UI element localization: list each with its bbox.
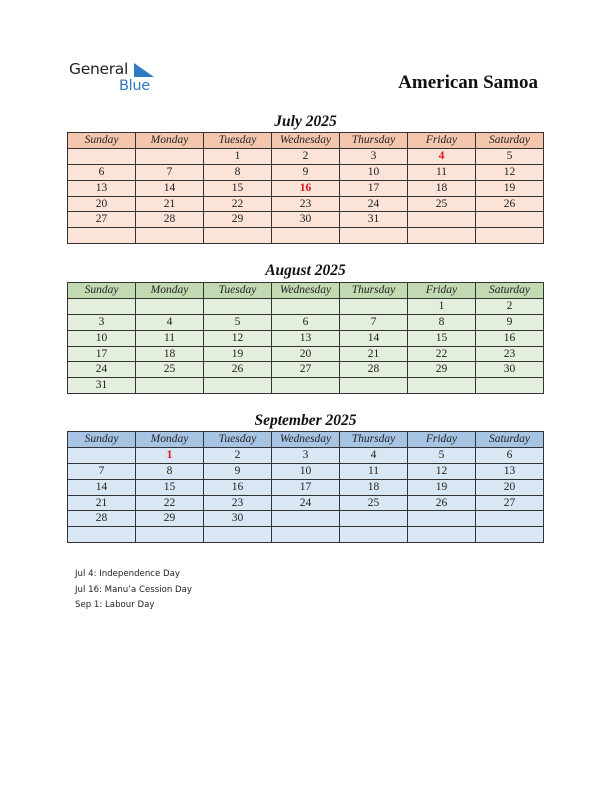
weekday-label: Sunday — [68, 432, 136, 448]
week-row — [68, 362, 544, 378]
weekday-label: Wednesday — [272, 432, 340, 448]
day-cell: 14 — [68, 479, 136, 495]
weekday-label: Friday — [408, 283, 476, 299]
day-cell — [340, 511, 408, 527]
day-cell: 7 — [136, 164, 204, 180]
weekday-label: Monday — [136, 283, 204, 299]
day-cell: 1 — [408, 298, 476, 314]
day-cell — [476, 511, 544, 527]
day-cell — [136, 298, 204, 314]
day-cell: 28 — [136, 212, 204, 228]
day-cell — [68, 447, 136, 463]
day-cell: 11 — [136, 330, 204, 346]
day-cell: 12 — [408, 463, 476, 479]
day-cell: 1 — [136, 447, 204, 463]
day-cell: 5 — [476, 148, 544, 164]
brand-line1: General — [69, 60, 128, 78]
country-title: American Samoa — [398, 72, 538, 93]
day-cell — [408, 228, 476, 244]
day-cell: 13 — [68, 180, 136, 196]
day-cell — [272, 527, 340, 543]
day-cell: 21 — [136, 196, 204, 212]
week-row — [68, 330, 544, 346]
day-cell: 15 — [408, 330, 476, 346]
week-row — [68, 346, 544, 362]
day-cell: 22 — [136, 495, 204, 511]
day-cell: 24 — [272, 495, 340, 511]
day-cell: 29 — [136, 511, 204, 527]
day-cell — [272, 511, 340, 527]
day-cell — [476, 527, 544, 543]
day-cell: 8 — [204, 164, 272, 180]
day-cell: 18 — [340, 479, 408, 495]
day-cell — [408, 378, 476, 394]
day-cell — [68, 527, 136, 543]
week-row — [68, 196, 544, 212]
calendar-jul — [67, 132, 544, 244]
day-cell: 28 — [68, 511, 136, 527]
day-cell: 9 — [204, 463, 272, 479]
day-cell: 6 — [476, 447, 544, 463]
weekday-label: Thursday — [340, 432, 408, 448]
day-cell: 31 — [68, 378, 136, 394]
day-cell: 25 — [136, 362, 204, 378]
day-cell — [340, 378, 408, 394]
week-row — [68, 378, 544, 394]
day-cell — [272, 378, 340, 394]
weekday-label: Tuesday — [204, 133, 272, 149]
day-cell — [340, 527, 408, 543]
day-cell: 13 — [476, 463, 544, 479]
day-cell: 20 — [272, 346, 340, 362]
day-cell: 26 — [476, 196, 544, 212]
day-cell — [408, 212, 476, 228]
holiday-note: Sep 1: Labour Day — [75, 600, 155, 611]
week-row — [68, 511, 544, 527]
day-cell — [476, 212, 544, 228]
holiday-note: Jul 4: Independence Day — [75, 569, 181, 579]
day-cell — [340, 228, 408, 244]
week-row — [68, 298, 544, 314]
day-cell: 30 — [272, 212, 340, 228]
day-cell — [136, 527, 204, 543]
day-cell: 19 — [476, 180, 544, 196]
logo-triangle-icon — [134, 63, 154, 77]
day-cell — [476, 378, 544, 394]
day-cell: 26 — [204, 362, 272, 378]
week-row — [68, 228, 544, 244]
weekday-label: Friday — [408, 133, 476, 149]
weekday-label: Thursday — [340, 133, 408, 149]
holiday-notes — [75, 567, 192, 614]
holiday-note: Jul 16: Manu’a Cession Day — [75, 584, 193, 595]
day-cell — [204, 378, 272, 394]
week-row — [68, 314, 544, 330]
week-row — [68, 148, 544, 164]
weekday-label: Monday — [136, 432, 204, 448]
day-cell — [272, 228, 340, 244]
day-cell: 15 — [204, 180, 272, 196]
week-row — [68, 479, 544, 495]
day-cell: 27 — [272, 362, 340, 378]
day-cell: 14 — [340, 330, 408, 346]
weekday-label: Friday — [408, 432, 476, 448]
day-cell: 24 — [340, 196, 408, 212]
day-cell: 9 — [476, 314, 544, 330]
day-cell: 21 — [68, 495, 136, 511]
week-row — [68, 164, 544, 180]
day-cell: 19 — [204, 346, 272, 362]
day-cell: 8 — [136, 463, 204, 479]
day-cell: 24 — [68, 362, 136, 378]
day-cell: 27 — [476, 495, 544, 511]
day-cell: 17 — [272, 479, 340, 495]
day-cell: 20 — [68, 196, 136, 212]
day-cell — [68, 148, 136, 164]
day-cell: 2 — [272, 148, 340, 164]
day-cell: 7 — [68, 463, 136, 479]
day-cell: 23 — [204, 495, 272, 511]
calendar-sep — [67, 431, 544, 543]
calendar-aug — [67, 282, 544, 394]
day-cell: 18 — [408, 180, 476, 196]
weekday-label: Sunday — [68, 283, 136, 299]
day-cell: 3 — [272, 447, 340, 463]
brand-logo — [69, 60, 159, 96]
day-cell: 23 — [476, 346, 544, 362]
day-cell: 11 — [340, 463, 408, 479]
day-cell: 15 — [136, 479, 204, 495]
day-cell — [136, 148, 204, 164]
day-cell: 17 — [68, 346, 136, 362]
day-cell: 4 — [408, 148, 476, 164]
week-row — [68, 527, 544, 543]
day-cell: 11 — [408, 164, 476, 180]
weekday-header-row — [68, 283, 544, 299]
day-cell: 12 — [204, 330, 272, 346]
day-cell — [68, 298, 136, 314]
month-title-sep: September 2025 — [254, 412, 357, 429]
day-cell — [68, 228, 136, 244]
day-cell: 10 — [68, 330, 136, 346]
weekday-label: Tuesday — [204, 283, 272, 299]
day-cell: 17 — [340, 180, 408, 196]
week-row — [68, 463, 544, 479]
month-title-aug: August 2025 — [265, 262, 346, 279]
day-cell: 10 — [340, 164, 408, 180]
day-cell — [340, 298, 408, 314]
weekday-label: Wednesday — [272, 283, 340, 299]
day-cell: 3 — [68, 314, 136, 330]
day-cell — [136, 378, 204, 394]
day-cell: 22 — [408, 346, 476, 362]
day-cell: 21 — [340, 346, 408, 362]
day-cell — [272, 298, 340, 314]
day-cell: 25 — [340, 495, 408, 511]
month-title-jul: July 2025 — [274, 113, 337, 130]
day-cell: 6 — [272, 314, 340, 330]
weekday-label: Monday — [136, 133, 204, 149]
day-cell — [136, 228, 204, 244]
week-row — [68, 447, 544, 463]
day-cell: 1 — [204, 148, 272, 164]
weekday-label: Saturday — [476, 432, 544, 448]
weekday-header-row — [68, 432, 544, 448]
day-cell — [408, 511, 476, 527]
day-cell: 2 — [204, 447, 272, 463]
day-cell — [204, 228, 272, 244]
day-cell: 3 — [340, 148, 408, 164]
day-cell: 22 — [204, 196, 272, 212]
day-cell — [476, 228, 544, 244]
weekday-label: Saturday — [476, 283, 544, 299]
day-cell: 14 — [136, 180, 204, 196]
weekday-label: Saturday — [476, 133, 544, 149]
day-cell: 2 — [476, 298, 544, 314]
weekday-label: Wednesday — [272, 133, 340, 149]
day-cell: 23 — [272, 196, 340, 212]
day-cell: 20 — [476, 479, 544, 495]
day-cell: 29 — [408, 362, 476, 378]
day-cell — [204, 527, 272, 543]
day-cell: 9 — [272, 164, 340, 180]
day-cell: 25 — [408, 196, 476, 212]
day-cell: 5 — [408, 447, 476, 463]
day-cell: 30 — [476, 362, 544, 378]
day-cell: 4 — [136, 314, 204, 330]
week-row — [68, 495, 544, 511]
week-row — [68, 212, 544, 228]
day-cell: 26 — [408, 495, 476, 511]
day-cell — [408, 527, 476, 543]
day-cell: 16 — [272, 180, 340, 196]
day-cell: 19 — [408, 479, 476, 495]
week-row — [68, 180, 544, 196]
day-cell: 10 — [272, 463, 340, 479]
day-cell: 29 — [204, 212, 272, 228]
day-cell: 12 — [476, 164, 544, 180]
weekday-header-row — [68, 133, 544, 149]
day-cell: 27 — [68, 212, 136, 228]
day-cell: 18 — [136, 346, 204, 362]
day-cell: 30 — [204, 511, 272, 527]
weekday-label: Tuesday — [204, 432, 272, 448]
weekday-label: Sunday — [68, 133, 136, 149]
day-cell: 6 — [68, 164, 136, 180]
day-cell: 31 — [340, 212, 408, 228]
day-cell: 4 — [340, 447, 408, 463]
day-cell: 28 — [340, 362, 408, 378]
day-cell: 16 — [204, 479, 272, 495]
day-cell — [204, 298, 272, 314]
day-cell: 7 — [340, 314, 408, 330]
weekday-label: Thursday — [340, 283, 408, 299]
day-cell: 8 — [408, 314, 476, 330]
day-cell: 16 — [476, 330, 544, 346]
brand-line2: Blue — [119, 78, 150, 94]
day-cell: 5 — [204, 314, 272, 330]
day-cell: 13 — [272, 330, 340, 346]
